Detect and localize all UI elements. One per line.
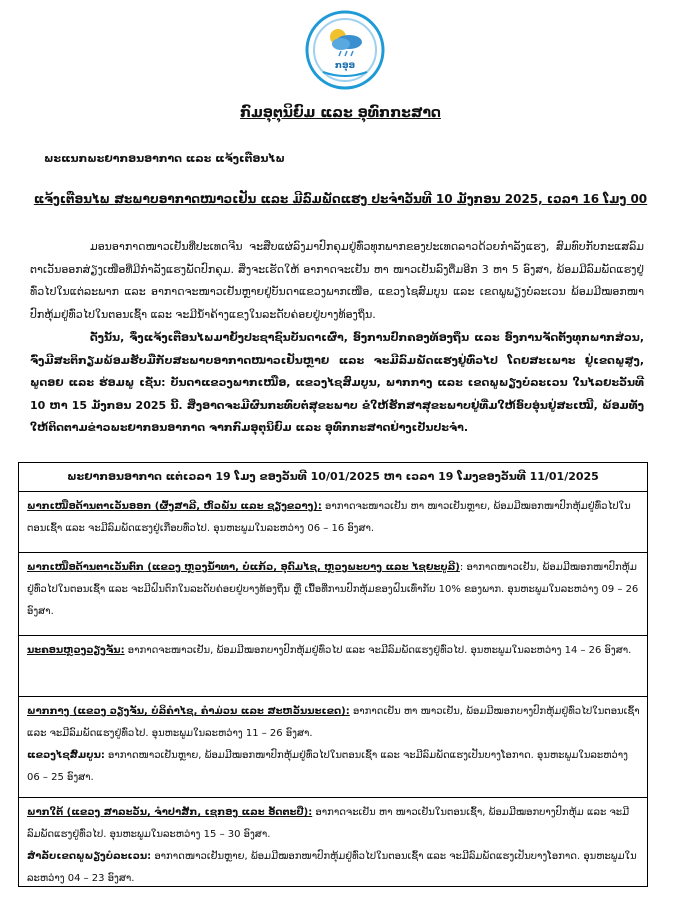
department-name: ພະແນກພະຍາກອນອາກາດ ແລະ ແຈ້ງເຕືອນໄພ — [44, 152, 285, 165]
region-text: ອາກາດເຢັນ ຫາ ໜາວເຢັນ, ພ້ອມມີໝອກບາງປົກຫຸ້ມຢູ່ທົ່ວໄປໃນຕອນເຊົ້າ ແລະ ຈະມີລົມພັດແຮງຢູ່ທົ່ວໄປ. ອຸນຫະພູມໃນລະຫວ່າງ 11 – 26 ອົງສາ. — [27, 706, 640, 739]
subregion-text: ອາກາດໜາວເຢັນຫຼາຍ, ພ້ອມມີໝອກໜາປົກຫຸ້ມຢູ່ທົ່ວໄປໃນຕອນເຊົ້າ ແລະ ຈະມີລົມພັດແຮງເປັນບາງໂອກາດ. ອຸນຫະພູມໃນລະຫວ່າງ 04 – 23 ອົງສາ. — [27, 851, 637, 884]
forecast-region-north-east — [19, 492, 647, 553]
forecast-region-vientiane-capital — [19, 636, 647, 697]
forecast-region-south — [19, 798, 647, 898]
region-name: ພາກເໜືອດ້ານຕາເວັນອອກ (ຜົ້ງສາລີ, ຫົວພັນ ແລະ ຊຽງຂວາງ): — [27, 501, 322, 512]
agency-logo — [305, 10, 385, 90]
subregion-name: ແຂວງໄຊສົມບູນ: — [27, 750, 105, 761]
region-text: ອາກາດຈະໜາວເຢັນ ຫາ ໜາວເຢັນຫຼາຍ, ພ້ອມມີໝອກໜາປົກຫຸ້ມຢູ່ທົ່ວໄປໃນຕອນເຊົ້າ ແລະ ຈະມີລົມພັດແຮງຢູ່ເກືອບທົ່ວໄປ. ອຸນຫະພູມໃນລະຫວ່າງ 06 – 16 ອົງສາ. — [27, 501, 631, 534]
region-name: ພາກເໜືອດ້ານຕາເວັນຕົກ (ແຂວງ ຫຼວງນໍ້າທາ, ບໍ່ແກ້ວ, ອຸດົມໄຊ, ຫຼວງພະບາງ ແລະ ໄຊຍະບູລີ) — [27, 562, 460, 573]
logo-text: ກອຸອ — [334, 61, 356, 71]
forecast-region-central — [19, 697, 647, 798]
subregion-name: ສໍາລັບເຂດພູພຽງບໍລະເວນ: — [27, 851, 152, 862]
warning-paragraph: ດັ່ງນັ້ນ, ຈຶ່ງແຈ້ງເຕືອນໄພມາຍັງປະຊາຊົນບັນດາເຜົ່າ, ອົງການປົກຄອງທ້ອງຖິ່ນ ແລະ ອົງການຈັດຕັ້ງທຸກພາກສ່ວນ, ຈົ່ງມີສະຕິກຽມພ້ອມຮັບມືກັບສະພາບອາກາດໜາວເຢັນຫຼາຍ ແລະ ຈະມີລົມພັດແຮງຢູ່ທົ່ວໄປ ໂດຍສະເພາະ ຢູ່ເຂດພູສູງ, ພູດອຍ ແລະ ຮ່ອມພູ ເຊັ່ນ: ບັນດາແຂວງພາກເໜືອ, ແຂວງໄຊສົມບູນ, ພາກກາງ ແລະ ເຂດພູພຽງບໍລະເວນ ໃນໄລຍະວັນທີ 10 ຫາ 15 ມັງກອນ 2025 ນີ້. ສິ່ງອາດຈະມີຜົນກະທົບຕໍ່ສຸຂະພາບ ຂໍໃຫ້ຮັກສາສຸຂະພາບຢູ່ທີ່ມໃຫ້ອົບອຸ່ນຢູ່ສະເໝີ, ພ້ອມທັງໃຫ້ຕິດຕາມຂ່າວພະຍາກອນອາກາດ ຈາກກົມອຸຕຸນິຍົມ ແລະ ອຸທົກກະສາດຢ່າງເປັນປະຈໍາ. — [30, 331, 644, 434]
weather-agency-logo-icon — [305, 10, 385, 90]
document-title: ແຈ້ງເຕືອນໄພ ສະພາບອາກາດໜາວເຢັນ ແລະ ມີລົມພັດແຮງ ປະຈໍາວັນທີ 10 ມັງກອນ 2025, ເວລາ 16 ໂມງ 00 — [33, 192, 648, 206]
subregion-text: ອາກາດໜາວເຢັນຫຼາຍ, ພ້ອມມີໝອກໜາປົກຫຸ້ມຢູ່ທົ່ວໄປໃນຕອນເຊົ້າ ແລະ ຈະມີລົມພັດແຮງເປັນບາງໂອກາດ. ອຸນຫະພູມໃນລະຫວ່າງ 06 – 25 ອົງສາ. — [27, 750, 628, 783]
forecast-table — [18, 462, 648, 887]
region-text: ອາກາດຈະໜາວເຢັນ, ພ້ອມມີໝອກບາງປົກຫຸ້ມຢູ່ທົ່ວໄປ ແລະ ຈະມີລົມພັດແຮງຢູ່ທົ່ວໄປ. ອຸນຫະພູມໃນລະຫວ່າງ 14 – 26 ອົງສາ. — [124, 645, 632, 656]
ministry-name: ກົມອຸຕຸນິຍົມ ແລະ ອຸທົກກະສາດ — [240, 105, 441, 121]
intro-paragraph: ມອນອາກາດໜາວເຢັນທີ່ປະເທດຈີນ ຈະສືບແຜ່ລົງມາປົກຄຸມຢູ່ທົ່ວທຸກພາກຂອງປະເທດລາວດ້ວຍກໍາລັງແຮງ, ສົມທົບກັບກະແສລົມຕາເວັນອອກສ່ຽງເໜືອທີ່ມີກໍາລັງແຮງພັດປົກຄຸມ. ສິ່ງຈະເຮັດໃຫ້ ອາກາດຈະເຢັນ ຫາ ໜາວເຢັນລົງຕື່ມອີກ 3 ຫາ 5 ອົງສາ, ພ້ອມມີລົມພັດແຮງຢູ່ທົ່ວໄປໃນແຕ່ລະພາກ ແລະ ອາກາດຈະໜາວເຢັນຫຼາຍຢູ່ບັນດາແຂວງພາກເໜືອ, ແຂວງໄຊສົມບູນ ແລະ ເຂດພູພຽງບໍລະເວນ ພ້ອມມີໝອກໜາປົກຫຸ້ມຢູ່ທົ່ວໄປໃນຕອນເຊົ້າ ແລະ ຈະມີນ້ຳຄ້າງແຂງໃນລະດັບຄ່ອຍຢູ່ບາງທ້ອງຖິ່ນ. — [30, 240, 644, 321]
region-name: ນະຄອນຫຼວງວຽງຈັນ: — [27, 645, 125, 656]
region-name: ພາກກາງ (ແຂວງ ວຽງຈັນ, ບໍລິຄໍາໄຊ, ຄໍາມ່ວນ ແລະ ສະຫວັນນະເຂດ): — [27, 706, 350, 717]
region-name: ພາກໃຕ້ (ແຂວງ ສາລະວັນ, ຈໍາປາສັກ, ເຊກອງ ແລະ ອັດຕະປື): — [27, 807, 313, 818]
region-text: : ອາກາດໜາວເຢັນ, ພ້ອມມີໝອກໜາປົກຫຸ້ມຢູ່ທົ່ວໄປໃນຕອນເຊົ້າ ແລະ ຈະມີຝົນຕົກໃນລະດັບຄ່ອຍຢູ່ບາງທ້ອງຖິ່ນ ຫຼື ເນື້ອທີ່ການປົກຫຸ້ມຂອງຝົນເທົ່າກັບ 10% ຂອງພາກ. ອຸນຫະພູມໃນລະຫວ່າງ 09 – 26 ອົງສາ. — [27, 562, 639, 617]
region-text: ອາກາດຈະເຢັນ ຫາ ໜາວເຢັນໃນຕອນເຊົ້າ, ພ້ອມມີໝອກບາງປົກຫຸ້ມ ແລະ ຈະມີລົມພັດແຮງຢູ່ທົ່ວໄປ. ອຸນຫະພູມໃນລະຫວ່າງ 15 – 30 ອົງສາ. — [27, 807, 630, 840]
forecast-header: ພະຍາກອນອາກາດ ແຕ່ເວລາ 19 ໂມງ ຂອງວັນທີ 10/01/2025 ຫາ ເວລາ 19 ໂມງຂອງວັນທີ 11/01/2025 — [19, 463, 647, 492]
forecast-region-north-west — [19, 553, 647, 636]
